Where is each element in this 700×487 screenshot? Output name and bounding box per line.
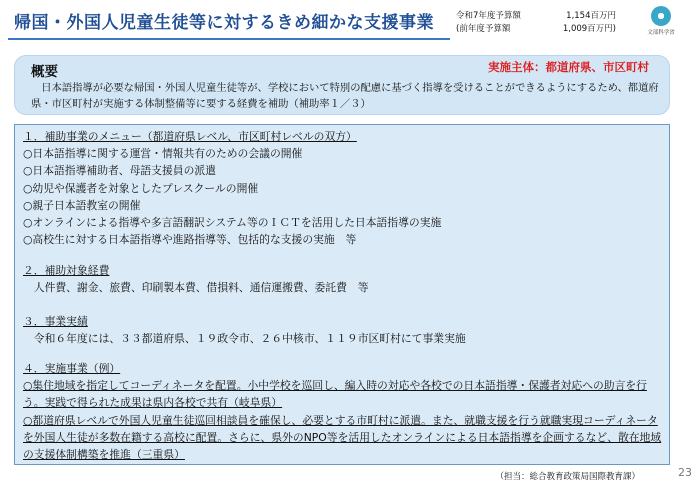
overview-heading: 概要: [31, 64, 58, 80]
list-item: ○親子日本語教室の開催: [23, 198, 141, 212]
logo-text: 文部科学省: [647, 30, 675, 36]
title-underline: [8, 38, 450, 40]
section-expenses: [23, 262, 663, 296]
main-content-box: [14, 124, 670, 465]
section-examples: [23, 360, 663, 463]
footer-contact: （担当：総合教育政策局国際教育課）: [495, 472, 640, 482]
budget-current-label: 令和7年度予算額: [456, 11, 521, 21]
list-item: ○オンラインによる指導や多言語翻訳システム等のＩＣＴを活用した日本語指導の実施: [23, 216, 442, 230]
section-heading: ４．実施事業（例）: [23, 362, 121, 375]
list-item: ○幼児や保護者を対象としたプレスクールの開催: [23, 181, 259, 195]
list-item: ○日本語指導に関する運営・情報共有のための会議の開催: [23, 147, 303, 161]
section-text: 人件費、謝金、旅費、印刷製本費、借損料、通信運搬費、委託費 等: [23, 281, 369, 295]
section-menu: [23, 128, 663, 248]
mext-logo: [636, 6, 686, 36]
section-heading: ３．事業実績: [23, 315, 88, 328]
implementing-entity: 実施主体：都道府県、市区町村: [488, 60, 649, 74]
page-title: 帰国・外国人児童生徒等に対するきめ細かな支援事業: [14, 13, 434, 33]
list-item: ○高校生に対する日本語指導や進路指導等、包括的な支援の実施 等: [23, 233, 357, 247]
section-heading: ２．補助対象経費: [23, 264, 110, 277]
budget-prev-label: (前年度予算額: [456, 24, 511, 34]
example-gifu: ○集住地域を指定してコーディネータを配置。小中学校を巡回し、編入時の対応や各校での日本語指導・保護者対応への助言を行う。実践で得られた成果は県内各校で共有（岐阜県）: [23, 379, 647, 410]
overview-text: 日本語指導が必要な帰国・外国人児童生徒等が、学校において特別の配慮に基づく指導を受けることができるようにするため、都道府県・市区町村が実施する体制整備等に要する経費を補助（補助率１／３）: [31, 82, 659, 110]
budget-current-value: 1,154百万円: [566, 11, 616, 21]
section-heading: １．補助事業のメニュー（都道府県レベル、市区町村レベルの双方）: [23, 130, 357, 143]
overview-box: [14, 55, 670, 115]
budget-info: [456, 10, 616, 36]
example-mie: ○都道府県レベルで外国人児童生徒巡回相談員を確保し、必要とする市町村に派遣。また、就職支援を行う就職実現コーディネータを外国人生徒が多数在籍する高校に配置。さらに、県外のNPO等を活用したオンラインによる日本語指導を企画するなど、散在地域の支援体制構築を推進（三重県）: [23, 413, 662, 462]
list-item: ○日本語指導補助者、母語支援員の派遣: [23, 164, 216, 178]
budget-prev-value: 1,009百万円): [562, 24, 616, 34]
mext-logo-icon: [651, 6, 671, 26]
section-text: 令和６年度には、３３都道府県、１９政令市、２６中核市、１１９市区町村にて事業実施: [23, 332, 466, 346]
section-results: [23, 313, 663, 347]
page-number: 23: [678, 466, 692, 479]
